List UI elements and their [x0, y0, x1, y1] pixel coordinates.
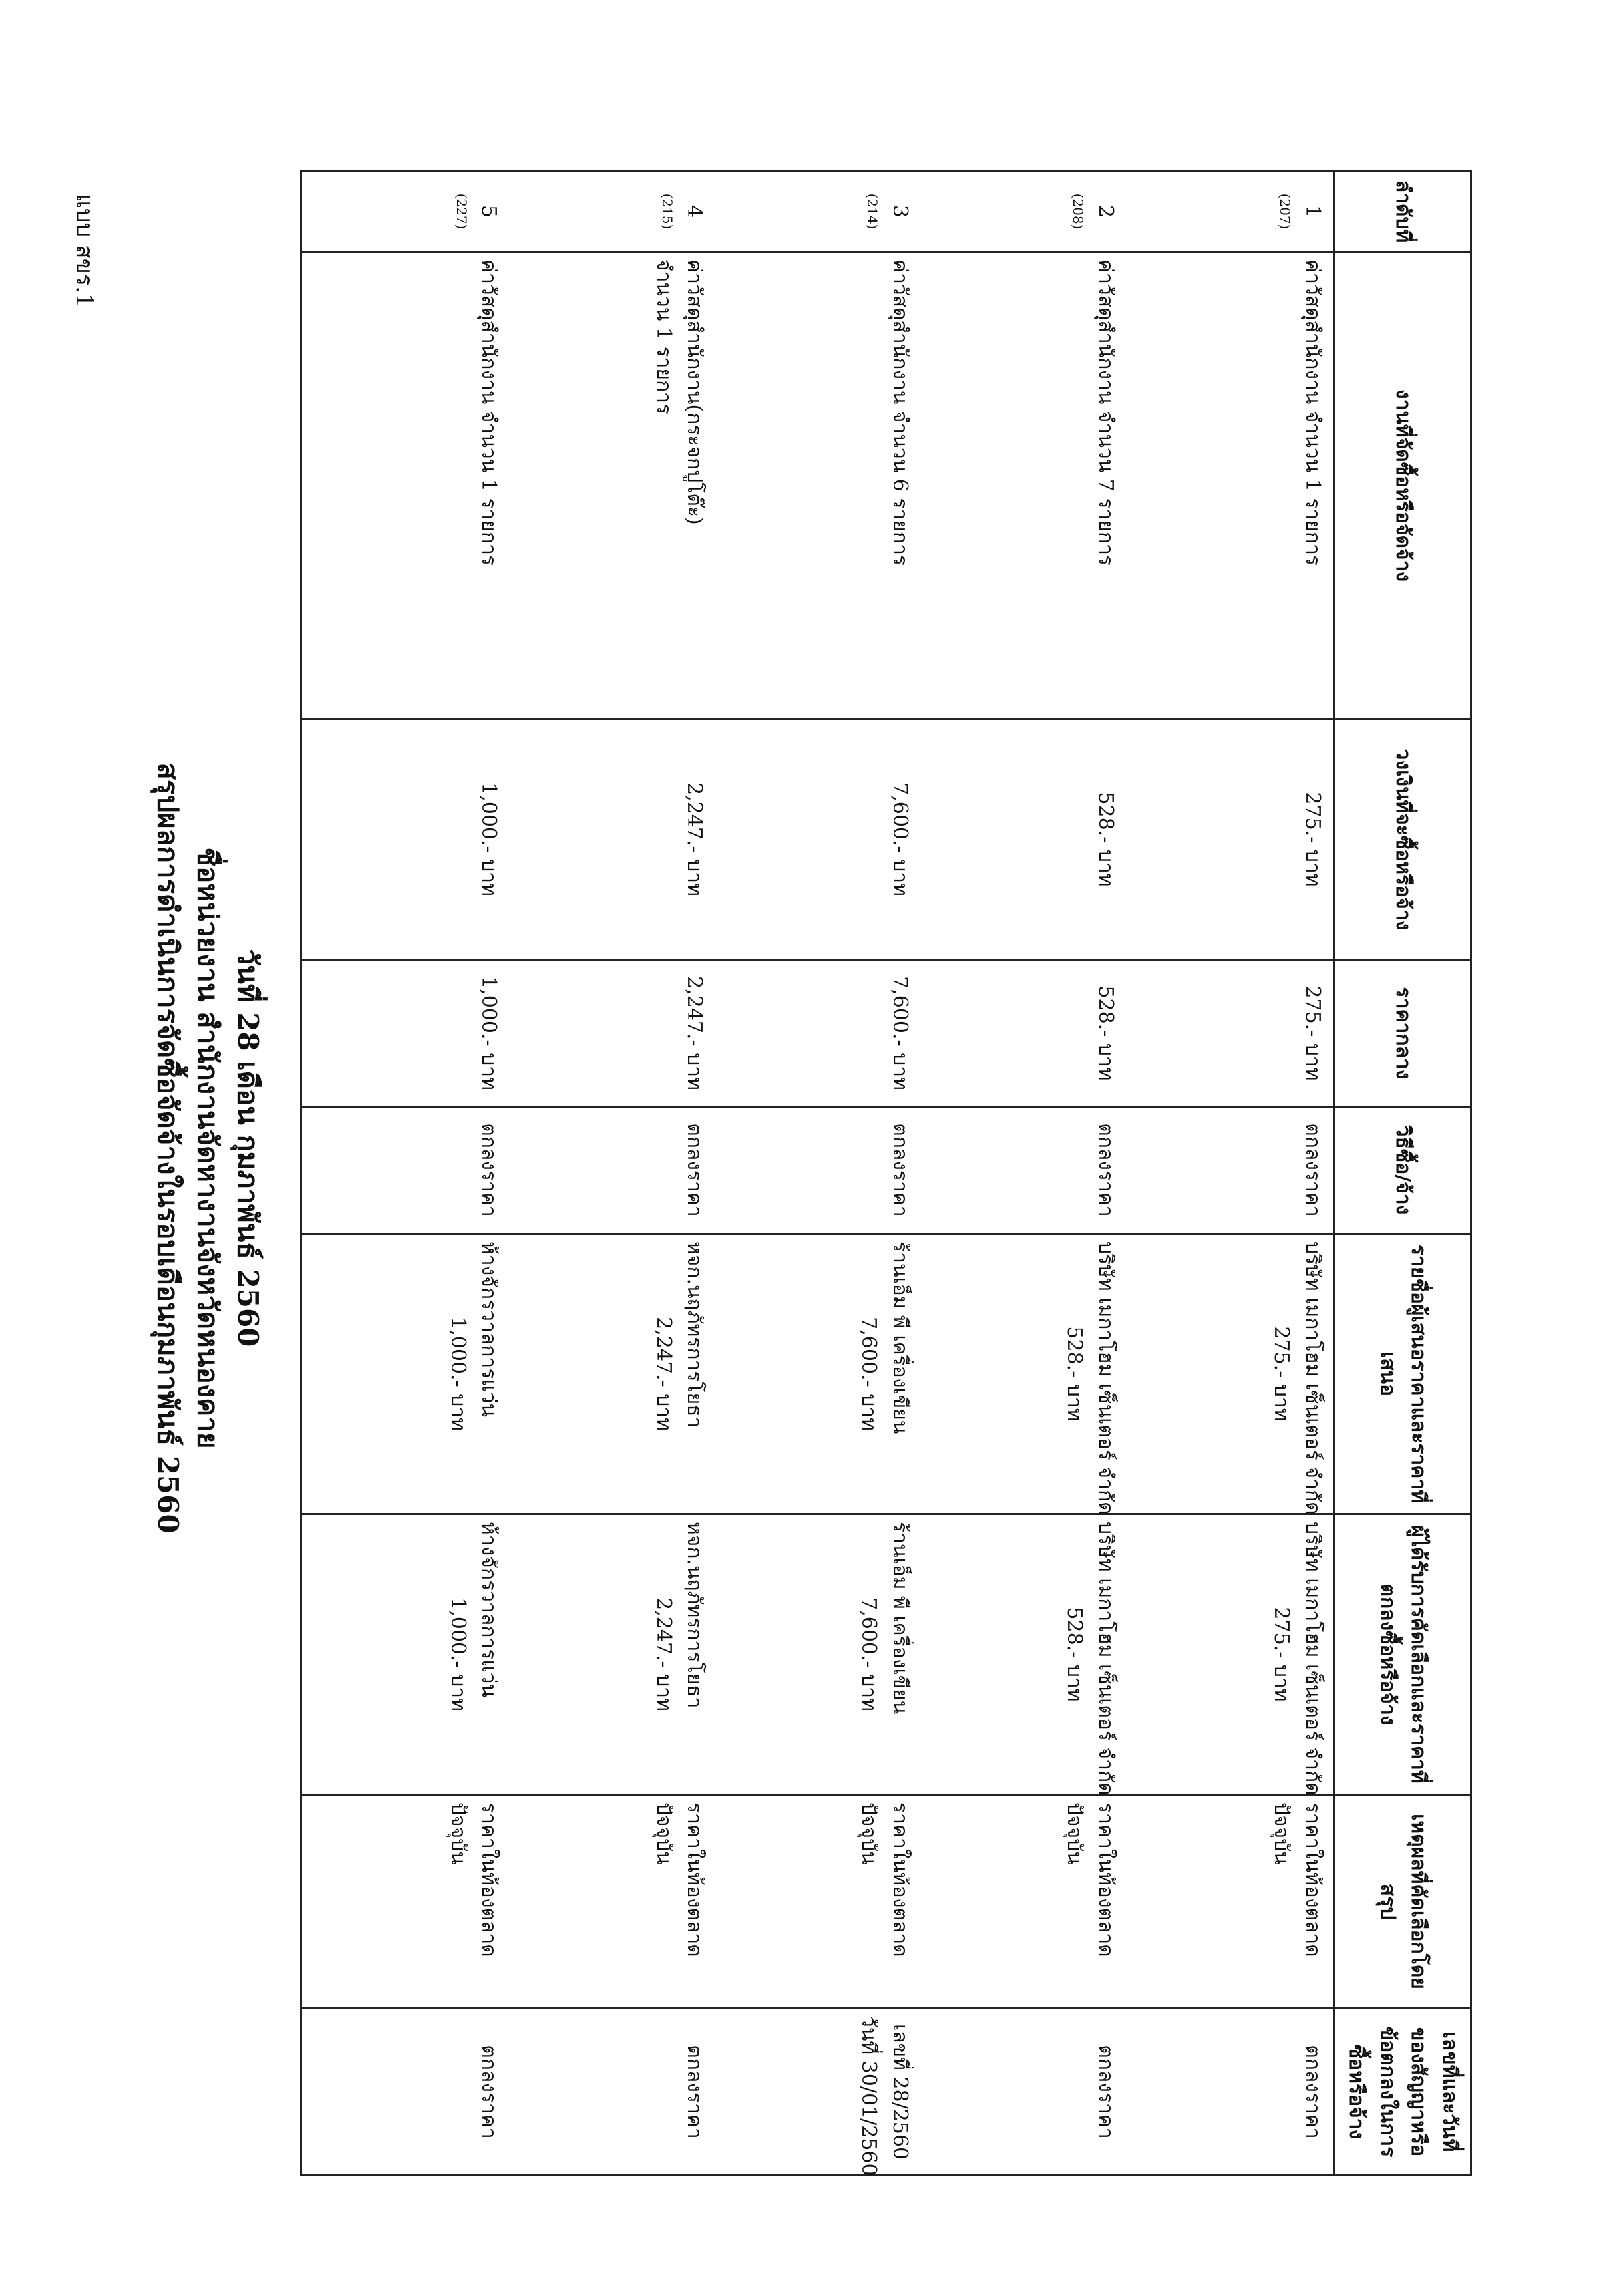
table-row — [301, 172, 510, 2176]
row-winner-name: ห้างจักรวาลการแว่น — [477, 1522, 501, 1698]
col-header-median-price: ราคากลาง — [1334, 960, 1471, 1107]
agency-name: ชื่อหน่วยงาน สำนักงานจัดหางานจังหวัดหนองคาย — [192, 847, 224, 1449]
row-item-text: ค่าวัสดุสำนักงาน จำนวน 1 รายการ — [477, 259, 501, 566]
row-bid-price: 275.- บาท — [1270, 1326, 1294, 1422]
row-ref: (208) — [1070, 193, 1087, 230]
row-no: 3 (214) — [715, 172, 920, 252]
row-reason: ราคาในท้องตลาดปัจจุบัน — [1126, 1795, 1334, 2009]
row-contract — [715, 2009, 920, 2176]
row-reason: ราคาในท้องตลาดปัจจุบัน — [920, 1795, 1126, 2009]
row-bidder — [715, 1234, 920, 1514]
row-median-price: 1,000.- บาท — [301, 960, 510, 1107]
row-win-price: 1,000.- บาท — [445, 1597, 470, 1711]
row-method: ตกลงราคา — [715, 1107, 920, 1234]
row-contract — [920, 2009, 1126, 2176]
row-method: ตกลงราคา — [301, 1107, 510, 1234]
row-item — [715, 252, 920, 719]
col-header-winner: ผู้ได้รับการคัดเลือกและราคาที่ตกลงซื้อหรือจ้าง — [1334, 1514, 1471, 1795]
row-bidder — [920, 1234, 1126, 1514]
row-contract — [509, 2009, 715, 2176]
row-bidder-name: ห้างจักรวาลการแว่น — [477, 1241, 501, 1418]
row-contract — [1126, 2009, 1334, 2176]
row-budget: 2,247.- บาท — [509, 719, 715, 960]
row-bidder-name: บริษัท เมกาโฮม เซ็นเตอร์ จำกัด — [1093, 1241, 1117, 1515]
table-row — [715, 172, 920, 2176]
row-method: ตกลงราคา — [1126, 1107, 1334, 1234]
col-header-reason: เหตุผลที่คัดเลือกโดยสรุป — [1334, 1795, 1471, 2009]
col-header-bidders: รายชื่อผู้เสนอราคาและราคาที่เสนอ — [1334, 1234, 1471, 1514]
col-header-no: ลำดับที่ — [1334, 172, 1471, 252]
row-winner — [1126, 1514, 1334, 1795]
row-item — [509, 252, 715, 719]
row-contract-text: ตกลงราคา — [477, 2045, 501, 2139]
col-header-method: วิธีซื้อ/จ้าง — [1334, 1107, 1471, 1234]
row-item — [1126, 252, 1334, 719]
row-no: 2 (208) — [920, 172, 1126, 252]
row-winner-name: บริษัท เมกาโฮม เซ็นเตอร์ จำกัด — [1093, 1522, 1117, 1796]
row-win-price: 528.- บาท — [1063, 1607, 1087, 1702]
row-bidder — [509, 1234, 715, 1514]
form-code: แบบ สขร.1 — [71, 194, 98, 308]
row-winner-name: บริษัท เมกาโฮม เซ็นเตอร์ จำกัด — [1301, 1522, 1324, 1796]
row-ref: (227) — [453, 193, 470, 230]
col-header-contract: เลขที่และวันที่ของสัญญาหรือข้อตกลงในการซื้อหรือจ้าง — [1334, 2009, 1471, 2176]
row-contract-date: วันที่ 30/01/2560 — [857, 2016, 881, 2176]
row-contract-text: เลขที่ 28/2560 — [888, 2023, 912, 2160]
row-ref: (215) — [659, 193, 675, 230]
row-winner — [301, 1514, 510, 1795]
row-contract-text: ตกลงราคา — [1301, 2045, 1324, 2139]
row-winner-name: หจก.นฤภัทรการโยธา — [683, 1522, 707, 1709]
row-bidder-name: ร้านเอ็ม พี เครื่องเขียน — [888, 1241, 912, 1434]
row-budget: 275.- บาท — [1126, 719, 1334, 960]
row-ref: (207) — [1277, 193, 1294, 230]
row-win-price: 275.- บาท — [1270, 1607, 1294, 1702]
row-no: 5 (227) — [301, 172, 510, 252]
row-winner — [920, 1514, 1126, 1795]
table-row — [1126, 172, 1334, 2176]
col-header-item: งานที่จัดซื้อหรือจัดจ้าง — [1334, 252, 1471, 719]
row-budget: 528.- บาท — [920, 719, 1126, 960]
row-win-price: 7,600.- บาท — [857, 1597, 881, 1711]
row-item-text-line2: จำนวน 1 รายการ — [651, 259, 675, 415]
row-reason: ราคาในท้องตลาดปัจจุบัน — [509, 1795, 715, 2009]
row-bidder — [301, 1234, 510, 1514]
row-contract-text: ตกลงราคา — [1093, 2045, 1117, 2139]
row-contract — [301, 2009, 510, 2176]
row-reason: ราคาในท้องตลาดปัจจุบัน — [715, 1795, 920, 2009]
row-no: 1 (207) — [1126, 172, 1334, 252]
row-budget: 1,000.- บาท — [301, 719, 510, 960]
row-contract-text: ตกลงราคา — [683, 2045, 707, 2139]
row-item — [301, 252, 510, 719]
row-median-price: 7,600.- บาท — [715, 960, 920, 1107]
row-bid-price: 1,000.- บาท — [445, 1317, 470, 1431]
row-item — [920, 252, 1126, 719]
row-winner — [509, 1514, 715, 1795]
table-row — [920, 172, 1126, 2176]
row-item-text: ค่าวัสดุสำนักงาน จำนวน 6 รายการ — [888, 259, 912, 566]
row-win-price: 2,247.- บาท — [651, 1597, 675, 1711]
row-method: ตกลงราคา — [509, 1107, 715, 1234]
row-no: 4 (215) — [509, 172, 715, 252]
row-method: ตกลงราคา — [920, 1107, 1126, 1234]
row-bid-price: 2,247.- บาท — [651, 1317, 675, 1431]
row-winner-name: ร้านเอ็ม พี เครื่องเขียน — [888, 1522, 912, 1715]
table-row — [509, 172, 715, 2176]
row-budget: 7,600.- บาท — [715, 719, 920, 960]
row-median-price: 528.- บาท — [920, 960, 1126, 1107]
row-ref: (214) — [864, 193, 881, 230]
procurement-table — [300, 170, 1472, 2176]
row-bidder-name: หจก.นฤภัทรการโยธา — [683, 1241, 707, 1428]
report-date: วันที่ 28 เดือน กุมภาพันธ์ 2560 — [232, 949, 264, 1347]
row-median-price: 275.- บาท — [1126, 960, 1334, 1107]
col-header-budget: วงเงินที่จะซื้อหรือจ้าง — [1334, 719, 1471, 960]
table-header-row — [1334, 172, 1471, 2176]
report-title: สรุปผลการดำเนินการจัดซื้อจัดจ้างในรอบเดือนกุมภาพันธ์ 2560 — [152, 762, 184, 1534]
row-median-price: 2,247.- บาท — [509, 960, 715, 1107]
row-bidder — [1126, 1234, 1334, 1514]
row-item-text: ค่าวัสดุสำนักงาน จำนวน 1 รายการ — [1301, 259, 1324, 566]
row-winner — [715, 1514, 920, 1795]
row-bid-price: 7,600.- บาท — [857, 1317, 881, 1431]
row-bid-price: 528.- บาท — [1063, 1326, 1087, 1422]
row-item-text: ค่าวัสดุสำนักงาน(กระจกปูโต๊ะ) — [683, 259, 707, 525]
row-reason: ราคาในท้องตลาดปัจจุบัน — [301, 1795, 510, 2009]
row-bidder-name: บริษัท เมกาโฮม เซ็นเตอร์ จำกัด — [1301, 1241, 1324, 1515]
row-item-text: ค่าวัสดุสำนักงาน จำนวน 7 รายการ — [1093, 259, 1117, 566]
